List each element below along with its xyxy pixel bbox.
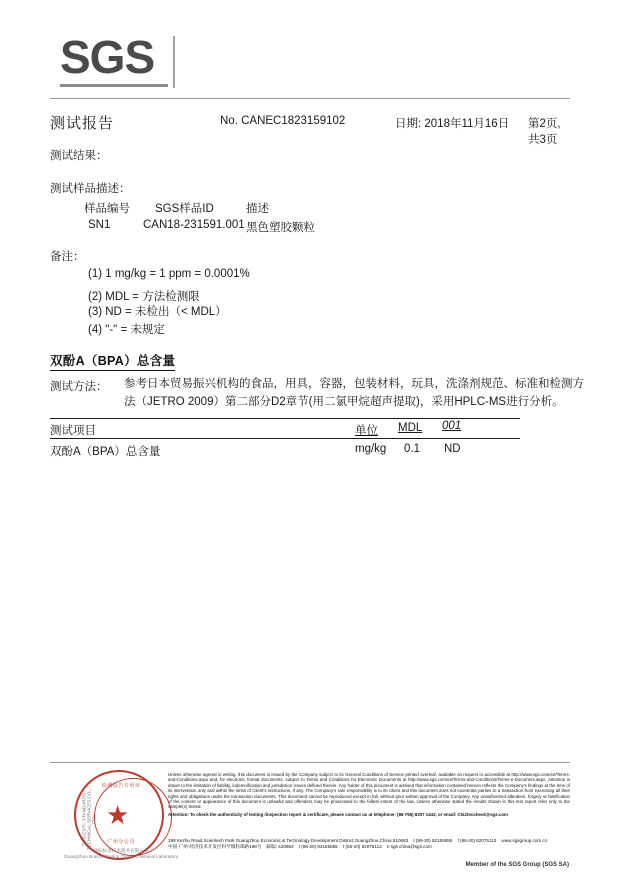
address-en-text: 198 Kezhu Road,Scientech Park Guangzhou Economic & Technology Development District,Guangzhou,China 510663 [168,838,409,843]
address-en-fax: f (86-20) 82075113 [457,838,497,843]
footer-divider [50,762,570,763]
star-icon: ★ [106,800,130,830]
results-table-top-rule [50,418,520,419]
address-cn-text: 中国·广州·经济技术开发区科学城科珠路198号 [168,844,262,849]
results-label: 测试结果： [50,150,108,162]
stamp-caption-cn: 通标标准技术服务有限公司 [93,848,149,853]
results-cell-value: ND [444,443,461,455]
results-cell-unit: mg/kg [355,443,387,455]
logo-underline [60,84,168,87]
address-cn-fax: f (86-20) 82075113 [342,844,382,849]
sgs-logo-text: SGS [60,31,155,83]
report-date: 日期: 2018年11月16日 [395,118,510,130]
note-item: (1) 1 mg/kg = 1 ppm = 0.0001% [88,268,250,280]
test-method-line: 参考日本贸易振兴机构的食品，用具，容器，包装材料，玩具，洗涤剂规范、标准和检测方 [124,378,584,390]
sgs-logo [60,31,180,86]
page-title: 测试报告 [50,115,115,132]
notes-label: 备注： [50,251,85,263]
results-header-sample: 001 [442,420,462,432]
stamp-caption-en: Guangzhou Branch Testing Center Chemical Laboratory [63,854,179,859]
logo-vertical-rule [173,36,175,88]
note-item: (4) "-" = 未规定 [88,324,165,336]
footer-address [168,838,570,850]
stamp-side-text: SGS-CSTC STANDARDS TECHNICAL SERVICES CO., LTD. [81,789,97,851]
stamp-caption [62,848,180,860]
section-heading-bpa: 双酚A（BPA）总含量 [50,351,175,371]
test-method-line: 法（JETRO 2009）第二部分D2章节(用二氯甲烷超声提取)，采用HPLC-MS进行分析。 [124,396,564,408]
results-cell-item: 双酚A（BPA）总含量 [50,446,161,458]
page-indicator: 第2页,共3页 [528,118,561,146]
address-cn-tel: t (86-20) 82155555 [298,844,338,849]
report-number: No. CANEC1823159102 [220,115,346,127]
stamp-arc-bottom-text: 广州分公司 [107,839,135,845]
sample-table-cell-desc: 黑色塑胶颗粒 [246,222,315,234]
results-cell-mdl: 0.1 [404,443,420,455]
member-notice: Member of the SGS Group (SGS SA) [465,862,569,868]
sample-description-label: 测试样品描述： [50,183,131,195]
sample-table-cell-id: CAN18-231591.001 [143,219,245,231]
sample-table-header-no: 样品编号 [84,203,130,215]
company-stamp [62,770,180,862]
test-method-label: 测试方法： [50,381,108,393]
address-en-tel: t (86-20) 82155555 [413,838,453,843]
results-header-unit: 单位 [355,425,378,437]
stamp-arc-top-text: 检测报告专用章 [101,783,141,789]
results-header-mdl: MDL [398,422,423,434]
address-cn-mail: e sgs.china@sgs.com [386,844,432,849]
sample-table-header-desc: 描述 [246,203,269,215]
legal-terms [168,772,570,817]
results-table-mid-rule [50,438,520,439]
address-en-web: www.sgsgroup.com.cn [501,838,548,843]
address-cn-zip: 邮编: 510663 [266,844,294,849]
legal-terms-text: Unless otherwise agreed in writing, this document is issued by the Company subject to its General Conditions of Service printed overleaf, available on request or accessible at http://www.sgs.com/en/Terms-and-Conditions.aspx and, for electronic format documents, subject to Terms and Conditions for Electronic Documents at http://www.sgs.com/en/Terms-and-Conditions/Terms-e-Document.aspx. Attention is drawn to the limitation of liability, indemnification and jurisdiction issues defined therein. Any holder of this document is advised that information contained hereon reflects the Company's findings at the time of its intervention only and within the limits of Client's instructions, if any. The Company's sole responsibility is to its Client and this document does not exonerate parties to a transaction from exercising all their rights and obligations under the transaction documents. This document cannot be reproduced except in full, without prior written approval of the Company. Any unauthorized alteration, forgery or falsification of the content or appearance of this document is unlawful and offenders may be prosecuted to the fullest extent of the law. Unless otherwise stated the results shown in this test report refer only to the sample(s) tested. [168,772,570,810]
address-line-cn [168,844,570,850]
note-item: (2) MDL = 方法检测限 [88,291,200,303]
sample-table-header-id: SGS样品ID [155,203,214,215]
title-row [50,112,570,146]
header-divider [50,98,570,99]
note-item: (3) ND = 未检出（< MDL） [88,306,227,318]
document-verification-note: Attention: To check the authenticity of testing /inspection report & certificate, please contact us at telephone: (86-755) 8307 1443, or email: CN.Doccheck@sgs.com [168,811,508,817]
sample-table-cell-no: SN1 [88,219,111,231]
results-header-item: 测试项目 [50,425,96,437]
